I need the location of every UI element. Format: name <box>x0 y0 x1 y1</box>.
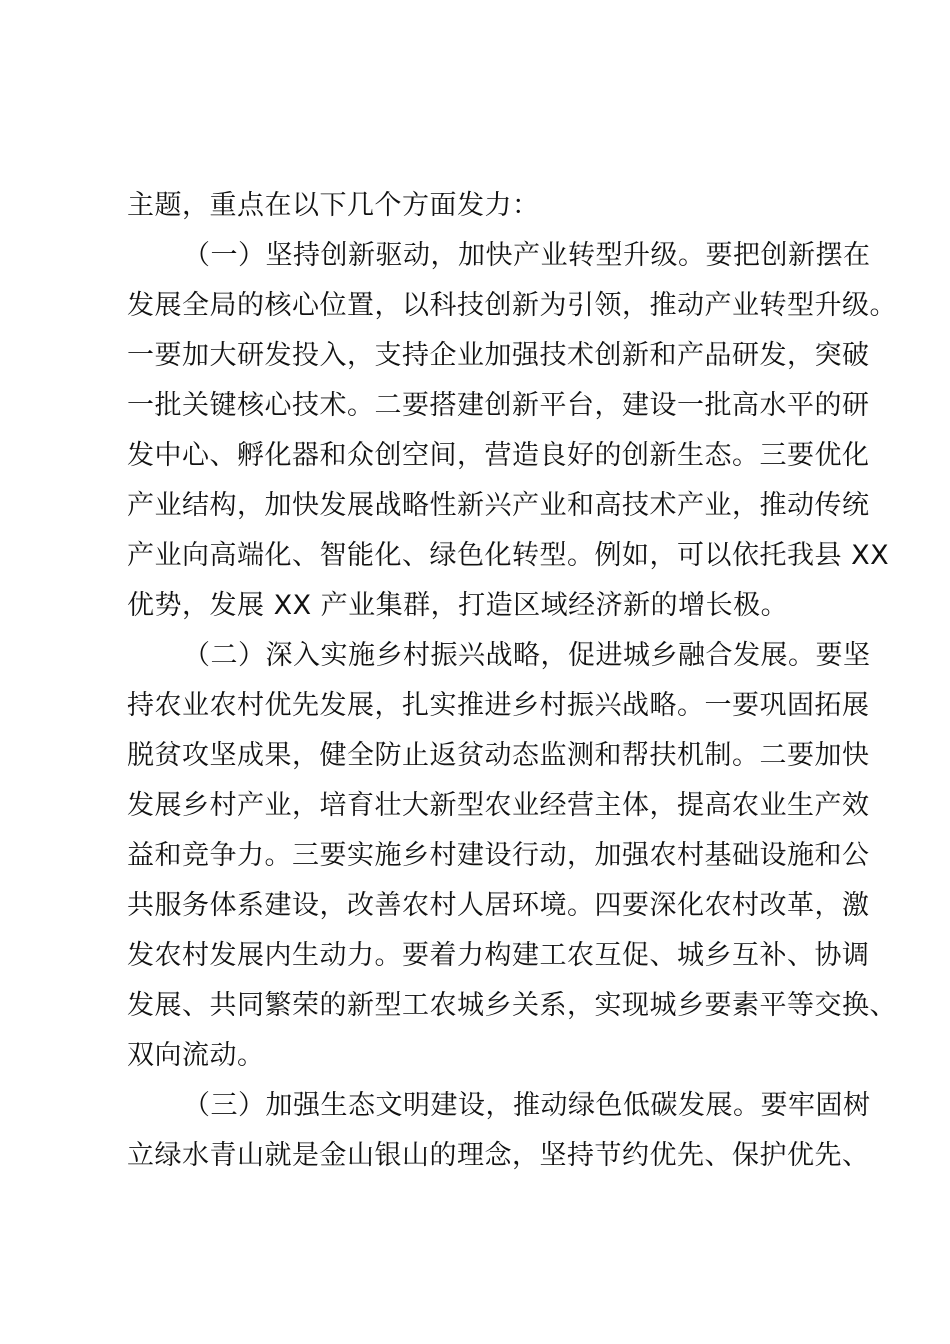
text-line: 发展全局的核心位置，以科技创新为引领，推动产业转型升级。 <box>127 290 897 321</box>
text-line: 发展、共同繁荣的新型工农城乡关系，实现城乡要素平等交换、 <box>127 990 897 1021</box>
text-line: （三）加强生态文明建设，推动绿色低碳发展。要牢固树 <box>183 1090 871 1121</box>
text-line: 持农业农村优先发展，扎实推进乡村振兴战略。一要巩固拓展 <box>127 690 870 721</box>
text-line: 一批关键核心技术。二要搭建创新平台，建设一批高水平的研 <box>127 390 870 421</box>
text-line: 益和竞争力。三要实施乡村建设行动，加强农村基础设施和公 <box>127 840 870 871</box>
text-line: 产业结构，加快发展战略性新兴产业和高技术产业，推动传统 <box>127 490 870 521</box>
text-line: 主题，重点在以下几个方面发力： <box>127 190 540 221</box>
text-line: 一要加大研发投入，支持企业加强技术创新和产品研发，突破 <box>127 340 870 371</box>
text-line: 双向流动。 <box>127 1040 265 1071</box>
text-line: 共服务体系建设，改善农村人居环境。四要深化农村改革，激 <box>127 890 870 921</box>
text-line: （一）坚持创新驱动，加快产业转型升级。要把创新摆在 <box>183 240 871 271</box>
text-line: 优势，发展 XX 产业集群，打造区域经济新的增长极。 <box>127 590 789 621</box>
text-line: 发中心、孵化器和众创空间，营造良好的创新生态。三要优化 <box>127 440 870 471</box>
text-line: （二）深入实施乡村振兴战略，促进城乡融合发展。要坚 <box>183 640 871 671</box>
text-line: 发展乡村产业，培育壮大新型农业经营主体，提高农业生产效 <box>127 790 870 821</box>
text-line: 发农村发展内生动力。要着力构建工农互促、城乡互补、协调 <box>127 940 870 971</box>
text-line: 产业向高端化、智能化、绿色化转型。例如，可以依托我县 XX <box>127 540 890 571</box>
text-line: 脱贫攻坚成果，健全防止返贫动态监测和帮扶机制。二要加快 <box>127 740 870 771</box>
text-line: 立绿水青山就是金山银山的理念，坚持节约优先、保护优先、 <box>127 1140 870 1171</box>
